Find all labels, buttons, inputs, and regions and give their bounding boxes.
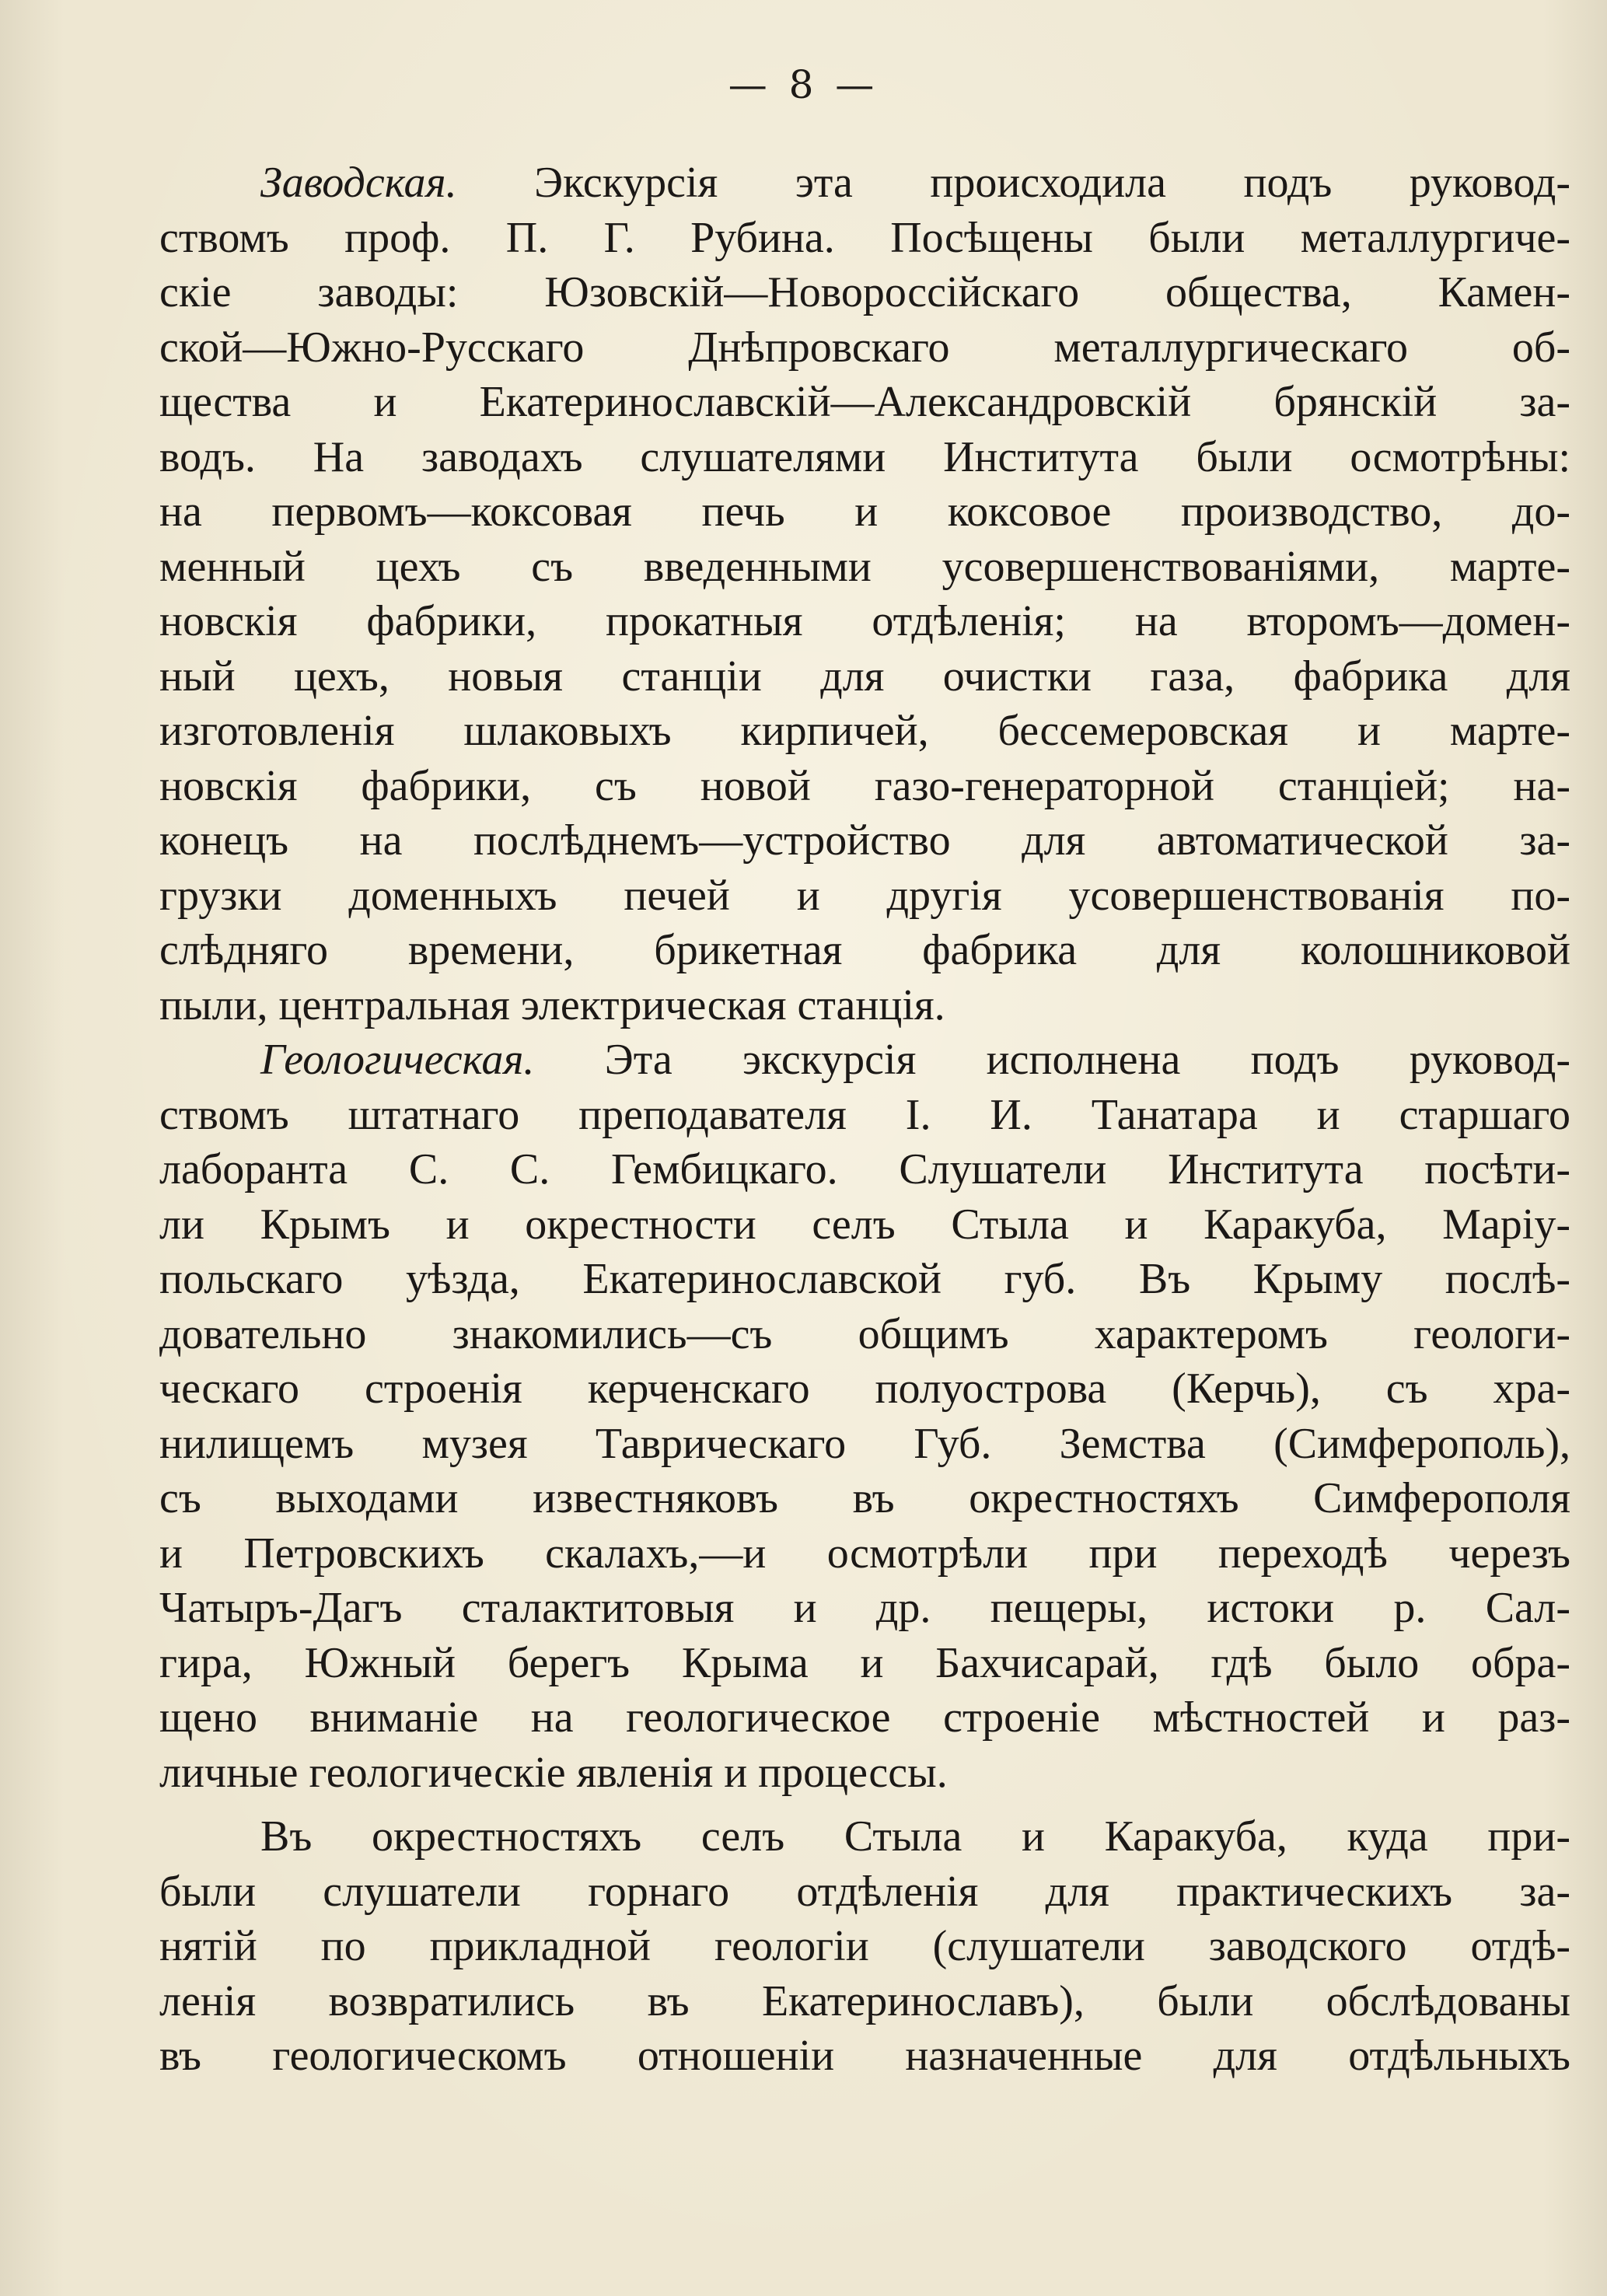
text-line: ный цехъ, новыя станціи для очистки газа, фабрика для xyxy=(159,652,1570,701)
text-line: менный цехъ съ введенными усовершенствованіями, марте- xyxy=(159,542,1570,591)
text-line: ской—Южно-Русскаго Днѣпровскаго металлургическаго об- xyxy=(159,323,1570,372)
text-line: ствомъ проф. П. Г. Рубина. Посѣщены были металлургиче- xyxy=(159,213,1570,262)
text-line: лаборанта С. С. Гембицкаго. Слушатели Института посѣти- xyxy=(159,1145,1570,1193)
text-line: пыли, центральная электрическая станція. xyxy=(159,980,945,1029)
text-line: нилищемъ музея Таврическаго Губ. Земства (Симферополь), xyxy=(159,1419,1570,1468)
section-lead-geologicheskaya: Геологическая. xyxy=(260,1036,535,1084)
page-number: — 8 — xyxy=(728,62,879,107)
text-line: ствомъ штатнаго преподавателя І. И. Танатара и старшаго xyxy=(159,1090,1570,1139)
text-line: изготовленія шлаковыхъ кирпичей, бессемеровская и марте- xyxy=(159,707,1570,755)
text-line: польскаго уѣзда, Екатеринославской губ. Въ Крыму послѣ- xyxy=(159,1255,1570,1303)
text-line: и Петровскихъ скалахъ,—и осмотрѣли при переходѣ черезъ xyxy=(159,1529,1570,1578)
text-line: личные геологическіе явленія и процессы. xyxy=(159,1748,948,1797)
text-line: новскія фабрики, съ новой газо-генераторной станціей; на- xyxy=(159,761,1570,810)
text-line: скіе заводы: Юзовскій—Новороссійскаго общества, Камен- xyxy=(159,268,1570,316)
text-line: водъ. На заводахъ слушателями Института были осмотрѣны: xyxy=(159,432,1570,481)
text-line: грузки доменныхъ печей и другія усовершенствованія по- xyxy=(159,871,1570,920)
text-line: въ геологическомъ отношеніи назначенные для отдѣльныхъ xyxy=(159,2032,1570,2080)
text-line: Геологическая. Эта экскурсія исполнена подъ руковод- xyxy=(260,1036,1571,1084)
section-lead-zavodskaya: Заводская. xyxy=(260,159,457,207)
text-line: конецъ на послѣднемъ—устройство для автоматической за- xyxy=(159,816,1570,865)
text-line: ческаго строенія керченскаго полуострова (Керчь), съ хра- xyxy=(159,1365,1570,1413)
text-line: гира, Южный берегъ Крыма и Бахчисарай, гдѣ было обра- xyxy=(159,1638,1570,1687)
body-text xyxy=(159,156,1570,2084)
text-line: щества и Екатеринославскій—Александровскій брянскій за- xyxy=(159,378,1570,426)
text-line: слѣдняго времени, брикетная фабрика для колошниковой xyxy=(159,926,1570,974)
text-line: ленія возвратились въ Екатеринославъ), были обслѣдованы xyxy=(159,1976,1570,2025)
text-line: на первомъ—коксовая печь и коксовое производство, до- xyxy=(159,488,1570,536)
text-line: Въ окрестностяхъ селъ Стыла и Каракуба, куда при- xyxy=(260,1812,1570,1861)
text-line: Заводская. Экскурсія эта происходила подъ руковод- xyxy=(260,159,1570,207)
text-line: довательно знакомились—съ общимъ характеромъ геологи- xyxy=(159,1309,1570,1358)
text-line: щено вниманіе на геологическое строеніе мѣстностей и раз- xyxy=(159,1693,1570,1742)
text-line: новскія фабрики, прокатныя отдѣленія; на второмъ—домен- xyxy=(159,597,1570,645)
text-line: были слушатели горнаго отдѣленія для практическихъ за- xyxy=(159,1867,1570,1916)
text-line: ли Крымъ и окрестности селъ Стыла и Каракуба, Маріу- xyxy=(159,1200,1570,1249)
text-line: съ выходами известняковъ въ окрестностяхъ Симферополя xyxy=(159,1474,1570,1522)
text-line: Чатыръ-Дагъ сталактитовыя и др. пещеры, истоки р. Сал- xyxy=(159,1584,1570,1632)
text-line: нятій по прикладной геологіи (слушатели заводского отдѣ- xyxy=(159,1922,1570,1970)
